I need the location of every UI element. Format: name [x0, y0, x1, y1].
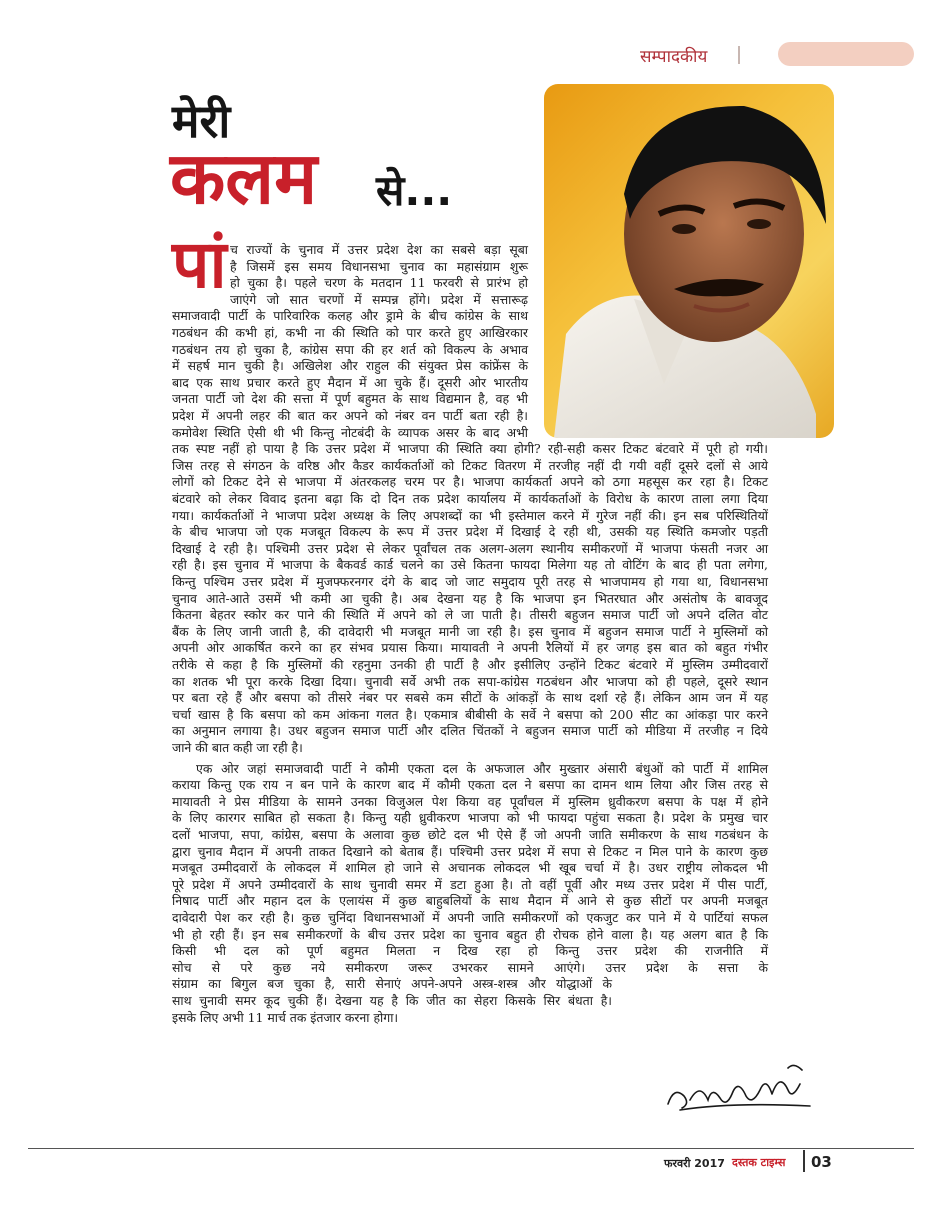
editor-signature: [660, 1056, 820, 1116]
title-line2: कलम: [170, 136, 318, 220]
article-line: रही है। इस चुनाव में भाजपा के बैकवर्ड कार्ड चलने का उसे कितना फायदा मिलेगा यह तो वोटिंग के बाद ही पता लगेगा,: [172, 557, 768, 573]
footer-separator: [803, 1150, 805, 1172]
article-line: का अनुमान लगाया है। उधर बहुजन समाज पार्टी और दलित चिंतकों ने बहुजन समाज पार्टी को मीडिया में तरजीह न दिये: [172, 723, 768, 739]
article-line: भी हो रही हैं। इन सब समीकरणों के बीच उत्तर प्रदेश का चुनाव बहुत ही रोचक होने वाला है। यह अलग बात है कि: [172, 926, 768, 942]
article-line: गठबंधन की कभी हां, कभी ना की स्थिति को पार करते हुए आखिरकार: [172, 325, 528, 340]
article-line: पर बता रहे हैं और बसपा को तीसरे नंबर पर सबसे कम सीटों के आंकड़ों के साथ दर्शा रहे हैं। लेकिन आम जन में यह: [172, 690, 768, 706]
article-line: कितना बेहतर स्कोर कर पाने की स्थिति में अपने को ले जा पाती है। तीसरी बहुजन समाज पार्टी जो अपने दलित वोट: [172, 607, 768, 623]
article-line: का शतक भी पूरा करके दिखा दिया। चुनावी सर्वे अभी तक सपा-कांग्रेस गठबंधन और भाजपा को ही पहले, दूसरे स्थान: [172, 673, 768, 689]
article-line: मजबूत उम्मीदवारों के लोकदल में शामिल हो जाने से अचानक लोकदल भी खूब चर्चा में है। उधर राष्ट्रीय लोकदल भी: [172, 860, 768, 876]
article-line: जाने की बात कही जा रही है।: [172, 740, 303, 755]
article-line: जाएंगे जो सात चरणों में सम्पन्न होंगे। प्रदेश में सत्तारूढ़: [230, 291, 528, 307]
title-line3: से...: [376, 166, 453, 215]
article-line: समाजवादी पार्टी के पारिवारिक कलह और ड्रामे के बीच कांग्रेस के साथ: [172, 308, 528, 324]
article-line: पूरे प्रदेश में अपने उम्मीदवारों के साथ चुनावी समर में डटा हुआ है। तो वहीं पूर्वी और मध्य उत्तर प्रदेश में पीस पार्टी,: [172, 876, 768, 892]
article-line: गया। कार्यकर्ताओं ने भाजपा प्रदेश अध्यक्ष के लिए अपशब्दों का भी इस्तेमाल करने में गुरेज नहीं की। इन सब परिस्थितियों: [172, 507, 768, 523]
article-line: मायावती ने प्रेस मीडिया के सामने उनका विजुअल पेश किया वह पूर्वांचल में मुस्लिम ध्रुवीकरण बसपा के पक्ष में होने: [172, 793, 768, 809]
article-line: के लिए कारगर साबित हो सकता है। किन्तु यही ध्रुवीकरण भाजपा को भी फायदा पहुंचा सकता है। प्रदेश के प्रमुख चार: [172, 810, 768, 826]
article-line: के बीच भाजपा जो एक मजबूत विकल्प के रूप में उत्तर प्रदेश में दिखाई दे रही थी, उसकी यह स्थिति कमजोर पड़ती: [172, 524, 768, 540]
article-line: हो चुका है। पहले चरण के मतदान 11 फरवरी से प्रारंभ हो: [230, 275, 528, 291]
section-label: सम्पादकीय: [640, 47, 708, 67]
footer-brand: दस्तक टाइम्स: [732, 1156, 786, 1169]
article-line: लोगों को टिकट देने से भाजपा में अंतरकलह चरम पर है। भाजपा कार्यकर्ता अपने को ठगा महसूस कर रहा है। टिकट: [172, 474, 768, 490]
article-line: जनता पार्टी जो देश की सत्ता में पूर्ण बहुमत के साथ विद्यमान है, वह भी: [172, 391, 528, 407]
article-line: किसी भी दल को पूर्ण बहुमत मिलता न दिख रहा हो किन्तु उत्तर प्रदेश की राजनीति में: [172, 943, 768, 959]
drop-cap: पां: [172, 226, 227, 303]
article-line: तरीके से कहा है कि मुस्लिमों की रहनुमा उनकी ही पार्टी है और इसीलिए उन्होंने टिकट बंटवारे में मुस्लिम उम्मीदवारों: [172, 657, 768, 672]
page-number: 03: [811, 1153, 832, 1171]
article-line: है जिसमें इस समय विधानसभा चुनाव का महासंग्राम शुरू: [230, 258, 528, 274]
article-line: साथ चुनावी समर कूद चुकी हैं। देखना यह है कि जीत का सेहरा किसके सिर बंधता है।: [172, 993, 612, 1008]
article-line: चुनाव आते-आते उसमें भी कमी आ चुकी है। अब देखना यह है कि भाजपा इन भितरघात और असंतोष के बावजूद: [172, 590, 768, 606]
article-line: किन्तु पश्चिम उत्तर प्रदेश में मुजफ्फरनगर दंगे के बाद जो जाट समुदाय पूरी तरह से भाजपामय हो गया था, विधानसभा: [172, 574, 768, 589]
section-separator: [738, 46, 740, 64]
editor-photo: [544, 84, 834, 438]
article-line: चर्चा खास है कि बसपा को कम आंकना गलत है। एकमात्र बीबीसी के सर्वे ने बसपा को 200 सीट का आंकड़ा पार करने: [172, 706, 768, 722]
article-line: सोच से परे कुछ नये समीकरण जरूर उभरकर सामने आएंगे। उत्तर प्रदेश के सत्ता के: [172, 959, 768, 975]
article-line: तक स्पष्ट नहीं हो पाया है कि उत्तर प्रदेश में भाजपा की स्थिति क्या होगी? रही-सही कसर टिकट बंटवारे में पूरी हो गयी।: [172, 441, 768, 457]
article-line: प्रदेश में अपनी लहर की बात कर अपने को नंबर वन पार्टी बता रही है।: [172, 408, 528, 423]
article-line: जिस तरह से संगठन के वरिष्ठ और कैडर कार्यकर्ताओं को टिकट वितरण में तरजीह नहीं दी गयी वहीं दूसरे दलों से आये: [172, 457, 768, 473]
article-line: गठबंधन तय हो चुका है, कांग्रेस सपा की हर शर्त को विकल्प के अभाव: [172, 341, 528, 357]
article-line: दिखाई दे रही है। पश्चिमी उत्तर प्रदेश से लेकर पूर्वांचल तक अलग-अलग स्थानीय समीकरणों में भाजपा फंसती नजर आ: [172, 540, 768, 556]
header-pill: [778, 42, 914, 66]
article-line: कमोवेश स्थिति ऐसी थी भी किन्तु नोटबंदी के व्यापक असर के बाद अभी: [172, 424, 528, 440]
article-line: बंटवारे को लेकर विवाद इतना बढ़ा कि दो दिन तक प्रदेश कार्यालय में कार्यकर्ताओं के विरोध के कारण ताला लगा दिया: [172, 491, 768, 506]
article-line: संग्राम का बिगुल बज चुका है, सारी सेनाएं अपने-अपने अस्त्र-शस्त्र और योद्धाओं के: [172, 976, 612, 992]
footer-rule: [28, 1148, 914, 1149]
article-line: कराया किन्तु एक राय न बन पाने के कारण बाद में कौमी एकता दल ने बसपा का दामन थाम लिया और जिस तरह से: [172, 777, 768, 793]
article-line: बाद एक साथ प्रचार करते हुए मैदान में आ चुके हैं। दूसरी ओर भारतीय: [172, 374, 528, 390]
title-line1: मेरी: [172, 94, 231, 148]
footer-date: फरवरी 2017: [664, 1157, 725, 1170]
article-line: च राज्यों के चुनाव में उत्तर प्रदेश देश का सबसे बड़ा सूबा: [230, 242, 528, 257]
article-line: एक ओर जहां समाजवादी पार्टी ने कौमी एकता दल के अफजाल और मुख्तार अंसारी बंधुओं को पार्टी में शामिल: [196, 760, 768, 776]
article-line: द्वारा चुनाव मैदान में अपनी ताकत दिखाने को बेताब हैं। पश्चिमी उत्तर प्रदेश में सपा से टिकट न मिल पाने के कारण कुछ: [172, 843, 768, 859]
article-line: दावेदारी पेश कर रही है। कुछ चुनिंदा विधानसभाओं में अपनी जाति समीकरणों को एकजुट कर पाने में ये पार्टियां सफल: [172, 910, 768, 925]
article-line: निषाद पार्टी और महान दल के एलायंस में कुछ बाहुबलियों के साथ मैदान में आने से कुछ सीटों पर अपनी मजबूत: [172, 893, 768, 909]
article-line: दलों भाजपा, सपा, कांग्रेस, बसपा के अलावा कुछ छोटे दल भी ऐसे हैं जो अपनी जाति समीकरण के साथ गठबंधन के: [172, 827, 768, 842]
article-line: अपनी ओर आकर्षित करने का हर संभव प्रयास किया। मायावती ने अपनी रैलियों में हर जगह इस बात को बहुत गंभीर: [172, 640, 768, 656]
article-line: बैंक के लिए जानी जाती है, की दावेदारी भी मजबूत मानी जा रही है। इस चुनाव में बहुजन समाज पार्टी ने मुस्लिमों को: [172, 623, 768, 639]
article-line: इसके लिए अभी 11 मार्च तक इंतजार करना होगा।: [172, 1009, 399, 1025]
article-line: में सहर्ष मान चुकी है। अखिलेश और राहुल की संयुक्त प्रेस कांफ्रेंस के: [172, 358, 528, 374]
